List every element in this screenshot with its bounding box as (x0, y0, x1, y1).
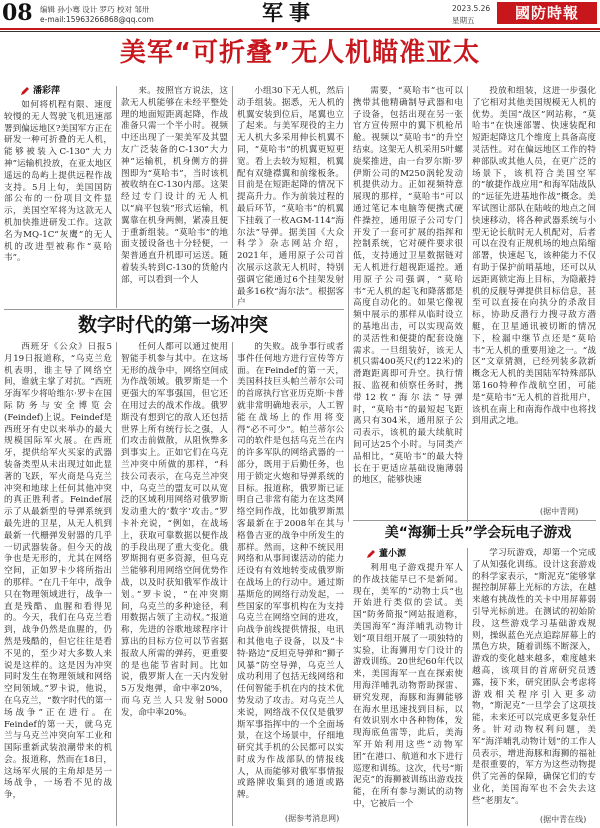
article3-author: 董小源 (379, 549, 407, 559)
pencil-icon (366, 549, 376, 559)
column-divider (116, 342, 117, 826)
article2-source: (据参考消息网) (285, 814, 340, 823)
contact-email: e-mail:15963266868@qq.com (40, 15, 154, 24)
column-divider (232, 342, 233, 826)
article1-byline (20, 85, 60, 97)
article2-col1-text: 西班牙《公众》日报5月19日报道称，“乌克兰危机表明，谁主导了网络空间，谁就主掌了对抗。“西班牙海军少将哈维尔·罗卡在国际防务与安全博览会(Feindef)上说。Feindef是西班牙有史以来举办的最大规模国际军火展。在西班牙，提供给军火买家的武器装备类型从未出现过如此显著的飞跃，军火商是乌克兰冲突和地球上任何其他冲突的真正胜利者。Feindef展示了从最新型的导弹系统到最先进的卫星，从无人机到最新一代栅弹发射器的几乎一切武器装备。但今天的战争也是无形的，尤其在网络空间，正如罗卡少将所指出的那样。“在几千年中，战争只在物理领域进行，战争一直是残酷、血腥和看得见的。今天，我们在乌克兰看到，战争仍然是血腥的，仍然是残酷的，但它往往是看不见的，至少对大多数人来说是这样的。这是因为冲突同时发生在物理领域和网络空间领域。”罗卡说，他说，在乌克兰，“数字时代的第一场战争”正在进行。在Feindef的第一天，就乌克兰与乌克兰冲突向军工业和国际重新武装浪潮带来的机会。报道称，然而在18日，这场军火展的主角却是另一场战争，一场看不见的战争， (4, 342, 112, 801)
article2-col2-text: 任何人都可以通过使用智能手机参与其中。在这场无形的战争中，网络空间成为作战领域。俄罗斯是一个更强大的军事强国，但它还在用过去的战术作战。俄罗斯没有想到它的敌人还包括世界上所有统行长之强，人们攻击前做散，从阻恢弊多到事实上。正如它们在乌克兰冲突中所做的那样，“科技公司表示，在乌克兰冲突中，乌克兰的盟友可以从宽泛的区域利用网络对俄罗斯发动重大的‘数字’攻击。”罗卡补充说，“例如，在战场上，获取可靠数据以便作战的手段出现了重大变化。俄罗斯拥有更多资源，但乌克兰能够利用网络空间优势作战，以及时获知俄军作战计划。”罗卡说，“在冲突期间，乌克兰的多种途径，利用数据占领了主动权。”报道称，先进的谷歌地球程序计算出的目标方位可以节省据报敌人所需的弹药，更重要的是也能节省时间。比如说，俄罗斯人在一天内发射5万发炮弹，命中率20%，而乌克兰人只发射5000发，命中率20%。 (121, 342, 228, 718)
article1-col4-text: 需要，“莫哈韦”也可以携带其他精确制导武器和电子设备，包括出现在另一张官方宣传照中的翼下机枪吊舱。视频以“莫哈韦”的升空结束。这架无人机采用5叶螺旋桨推进，由一台罗尔斯·罗伊斯公司的M250涡轮发动机提供动力。正如视频特意展现的那样，“莫哈韦”可以通过笔记本电脑等便携式硬件操控，通用原子公司专门开发了一套可扩展的指挥和控制系统，它对硬件要求很低，支持通过卫星数据链对无人机进行超视距遥控。通用原子公司强调，“莫哈韦”无人机的起飞和降落都是高度自动化的。如果它像视频中展示的那样从临时设立的基地出击，可以实现高效的灵活性和便捷的配套设施需求。一旦组装好，该无人机只需400英尺(约122米)的滑跑距离即可升空。执行情报、监视和侦察任务时，携带12枚“海尔法”导弹时，“莫哈韦”的最短起飞距离只有304米，通用原子公司表示，该机的最大续航时间可达25个小时。与同类产品相比，“莫哈韦”的最大特长在于更适应基础设施薄弱的地区，能够快速 (353, 86, 463, 486)
column-divider (116, 86, 117, 308)
article2-column-2 (121, 342, 228, 826)
article3-column-2 (472, 548, 596, 814)
article1-col2-text: 来。按照官方说法，这款无人机能够在未经平整处理的地面短距离起降，作战准备只需一个半小时。视频中还出现了一架美军及其盟友广泛装备的C-130“大力神”运输机，机身侧方的拼图即为“莫哈韦”，当时该机被收纳在C-130内部。这架经过专门设计的无人机以“扁平包装”形式运输，机翼靠在机身两侧，紧凑且便于重新组装。“莫哈韦”的地面支援设备也十分轻便，一架普通直升机即可运送。随着装头转到C-130的货舱内部，可以看到一个人 (121, 86, 228, 285)
editor-credits: 编辑 孙小骞 设计 罗巧 校对 邹卅 (40, 5, 150, 14)
article2-headline: 数字时代的第一场冲突 (77, 314, 268, 336)
section-divider (353, 520, 596, 521)
article1-column-4 (353, 86, 463, 518)
article1-col1-text: 如何将机程有限、速度较慢的无人驾驶飞机迅速部署到偏远地区?美国军方正在研发一种可折叠的无人机，能够被装入C-130“大力神”运输机投放，在亚太地区遥远的岛屿上提供远程作战支持。5月上旬，美国国防部公布的一份项目文件显示，美国空军将为这款无人机加快推进研发工作。这款名为MQ-1C“灰鹰”的无人机的改进型被称作“莫哈韦”。 (4, 100, 112, 264)
header-rule-thin (0, 31, 600, 32)
article1-column-3 (237, 86, 344, 308)
issue-date: 2023.5.26 (452, 4, 491, 13)
article1-source: (据中青网) (540, 507, 579, 516)
column-divider (467, 86, 468, 522)
column-divider (467, 548, 468, 826)
article1-col5-text: 投放和组装，这进一步强化了它相对其他美国规模无人机的优势。美国“战区”网站称，“莫哈韦”在快速部署、快速装配和短距起降这几个维度上具备高度灵活性。对在偏远地区工作的特种部队或其他人员，在更广泛的场景下，该机符合美国空军的“敏捷作战应用”和海军陆战队的“远征先进基地作战”概念。美军试图让部队在陆岐的地点之间快速移动，将各种武器系统与小型无论长航时无人机配对，后者可以在没有正规机场的地点陷缩部署，快速起飞，该种能力不仅有助于保护前哨基地，还可以从远距离锁定海上目标，为隐蔽持机的反舰导弹提供目标信息，甚至可以直接在向执分的杀敌目标，协助反潜行力搜寻敌方潜艇，在卫星通讯被切断的情况下，检漏中继节点还是“莫哈韦”无人机的重要用途之一。“战区”文章猜测，已经列装多款新概念无人机的美国陆军特殊部队第160特种作战航空团，可能是“莫哈韦”无人机的首批用户，该机在南上和南海作战中也将找到用武之地。 (472, 86, 596, 427)
newspaper-logo: 國防時報 (497, 2, 597, 24)
article3-byline (366, 548, 406, 560)
article1-column-2 (121, 86, 228, 308)
page-number: 08 (2, 0, 33, 26)
article3-col1-text: 利用电子游戏提升军人的作战技能早已不是新闻。现在，美军的“动物士兵”也开始进行类似的尝试。美国“防务简报”网站报道称，美国海军“海洋哺乳动物计划”项目组开展了一项独特的实验，让海狮用专门设计的游戏训练。20世纪60年代以来，美国海军一直在探索使用海洋哺乳动物帮助探雷、研究发现，海豚和海狮能够在海水里迅速找到目标，以有效识别水中各种物体，发现海底鱼雷等，此后，美海军开始利用这些“动物军团”在港口、航道和水下进行巡逻和训练。这次，代号“斯泥克”的海狮被训练出游戏技能，在所有参与测试的动物中，它被后一个 (353, 563, 463, 809)
article2-column-1 (4, 342, 112, 826)
article3-source: (据中青在线) (540, 815, 587, 824)
article1-author: 潘彩萍 (33, 86, 61, 96)
article3-col2-text: 学习玩游戏，却第一个完成了从知强化训练。设计这套游戏的科学家表示，“斯泥克”能够掌握控制屏幕上光标的方法，在越来越有挑战性的关卡中用屏幕弱引导光标前进。在测试的初始阶段，这些游戏学习基础游戏规则，操纵蓝色光点追踪屏幕上的黑色方块，随着训练不断深入，游戏的变化越来越多，难度越来越高，该项目的首席研究员透露，接下来，研究团队会考虑将游戏相关程序引入更多动物，“斯泥克”一旦学会了这项技能，未来还可以完成更多复杂任务。针对动物权利问题，美军“海洋哺乳动物计划”的工作人员表示，增进海豚和海狮的福祉是很重要的，军方为这些动物提供了完善的保障，确保它们的专业化，美国海军也不会失去这些“老朋友”。 (472, 548, 596, 806)
article1-column-5 (472, 86, 596, 506)
masthead (0, 0, 600, 28)
article1-column-1 (4, 100, 112, 308)
article1-col3-text: 小组30下无人机，然后动手组装。据悉，无人机的机翼安装到位后，尾翼也立了起来。与美军现役的主力无人机大多采用伸长机翼不同，“莫哈韦”的机翼更短更宽。看上去较为短粗，机翼配有双缝襟翼和前缘板条。目前是在短距起降的情况下提高升力。作为前装过程的最后环节，“莫哈韦”的机翼下挂载了一枚AGM-114“海尔法”导弹。据美国《大众科学》杂志网站介绍，2021年，通用原子公司首次展示这款无人机时，特别强调它能通过6个挂架发射最多16枚“海尔法”。根据客户 (237, 86, 344, 308)
issue-weekday: 星期五 (452, 16, 475, 25)
article3-headline: 美“海狮士兵”学会玩电子游戏 (384, 525, 572, 541)
section-title: 军事 (262, 0, 316, 25)
section-divider (4, 309, 344, 310)
header-rule (0, 28, 600, 30)
column-divider (232, 86, 233, 308)
pencil-icon (20, 86, 30, 96)
column-divider (348, 86, 349, 522)
main-headline: 美军“可折叠”无人机瞄准亚太 (119, 38, 481, 68)
article2-col3-text: 的失败。战争事行或者事件任何地方进行宣传等方面。在Feindef的第一天，美国科技巨头帕兰蒂尔公司的首席执行官亚历克斯·卡普就非常明确地表示，人工智能在战场上的作用将变得“必不可少”。帕兰蒂尔公司的软件是包括乌克兰在内的许多军队的网络武器的一部分，既用于后勤任务，也用于锁定火炮和导弹系统的目标。报道称，俄罗斯已证明自己非常有能力在这类网络空间作战，比如俄罗斯黑客最新在于2008年在其与格鲁吉亚的战争中所发生的那样。然而，这种不统民用网络和从事间谍活动的能力还设有有效地转变成俄罗斯在战场上的行动中。通过斯基斯危的网络行动发起，一些国家的军事机构在为支持乌克兰在网络空间的进攻，向战争前线提供情报，电讯和其他电子设备，以及“卡特·路边”反坦克导弹和“狮子风暴”防空导弹，乌克兰人成功利用了包括无线网络和任何智能手机在内的技术优势发动了攻击。对乌克兰人来说，网络战不仅仅是俄罗斯军事指挥中的一个全面场景，在这个场景中，仔细地研究其手机的公民都可以实时成为作战部队的情报线人，从而能够对俄军事情报或路牌收集到的通道或路牌。 (237, 342, 344, 801)
article3-column-1 (353, 563, 463, 826)
article2-column-3 (237, 342, 344, 812)
